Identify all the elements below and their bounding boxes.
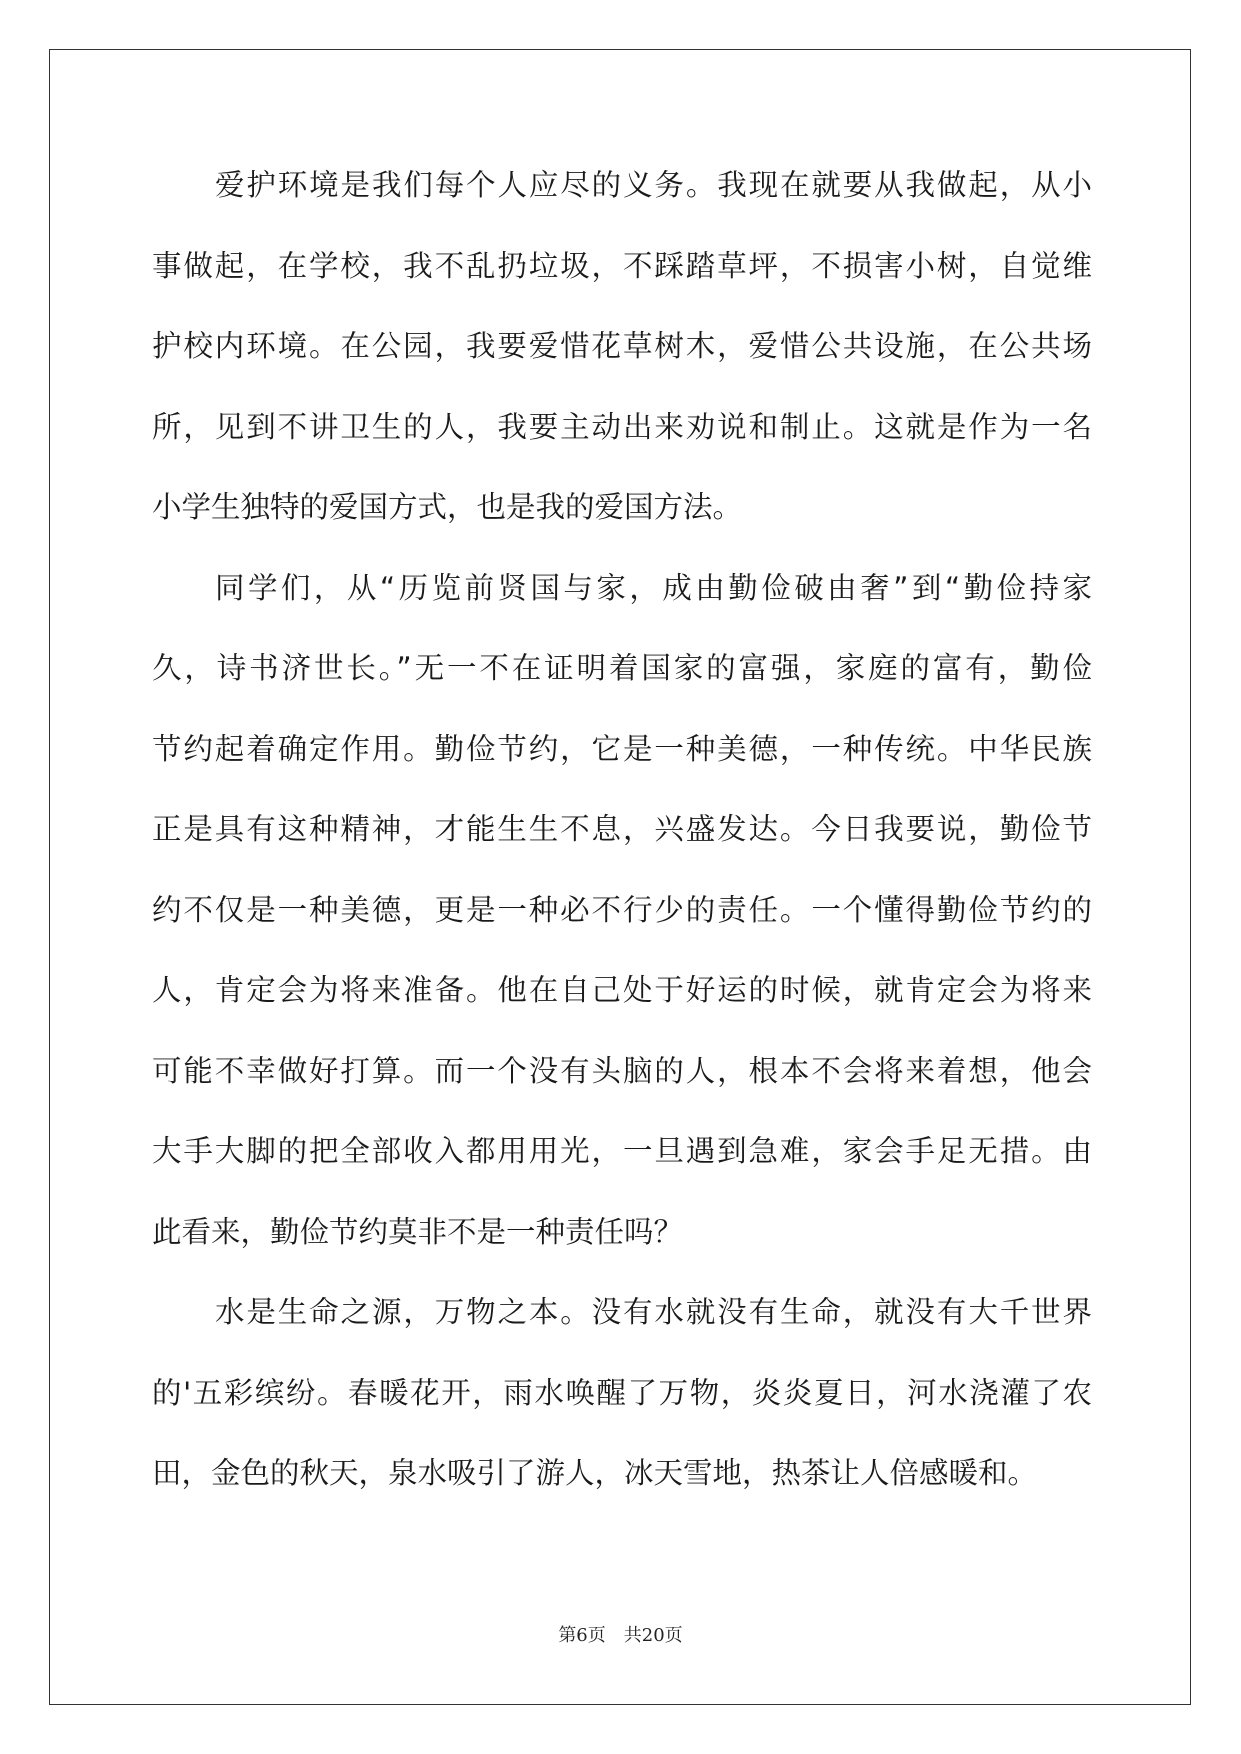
page-total: 共20页 xyxy=(623,1625,683,1646)
text-line: 节约起着确定作用。勤俭节约，它是一种美德，一种传统。中华民族 xyxy=(152,731,1092,766)
text-line: 所，见到不讲卫生的人，我要主动出来劝说和制止。这就是作为一名 xyxy=(152,409,1092,444)
text-line: 事做起，在学校，我不乱扔垃圾，不踩踏草坪，不损害小树，自觉维 xyxy=(152,248,1092,283)
text-line: 同学们，从“历览前贤国与家，成由勤俭破由奢”到“勤俭持家 xyxy=(215,570,1092,605)
page-number: 第6页 xyxy=(558,1625,606,1646)
text-line: 的'五彩缤纷。春暖花开，雨水唤醒了万物，炎炎夏日，河水浇灌了农 xyxy=(152,1375,1092,1410)
text-line: 可能不幸做好打算。而一个没有头脑的人，根本不会将来着想，他会 xyxy=(152,1053,1092,1088)
text-line: 护校内环境。在公园，我要爱惜花草树木，爱惜公共设施，在公共场 xyxy=(152,329,1092,363)
text-line: 约不仅是一种美德，更是一种必不行少的责任。一个懂得勤俭节约的 xyxy=(152,892,1092,927)
text-line: 小学生独特的爱国方式，也是我的爱国方法。 xyxy=(152,490,743,524)
text-line: 水是生命之源，万物之本。没有水就没有生命，就没有大千世界 xyxy=(215,1295,1092,1329)
text-line: 田，金色的秋天，泉水吸引了游人，冰天雪地，热茶让人倍感暖和。 xyxy=(152,1456,1038,1490)
text-line: 大手大脚的把全部收入都用用光，一旦遇到急难，家会手足无措。由 xyxy=(152,1134,1092,1168)
document-body xyxy=(152,145,1092,1514)
text-line: 爱护环境是我们每个人应尽的义务。我现在就要从我做起，从小 xyxy=(215,168,1092,202)
text-line: 此看来，勤俭节约莫非不是一种责任吗？ xyxy=(152,1214,684,1249)
page-footer xyxy=(0,1624,1241,1648)
text-line: 人，肯定会为将来准备。他在自己处于好运的时候，就肯定会为将来 xyxy=(152,973,1092,1007)
text-line: 久，诗书济世长。”无一不在证明着国家的富强，家庭的富有，勤俭 xyxy=(152,651,1092,685)
text-line: 正是具有这种精神，才能生生不息，兴盛发达。今日我要说，勤俭节 xyxy=(152,812,1092,846)
